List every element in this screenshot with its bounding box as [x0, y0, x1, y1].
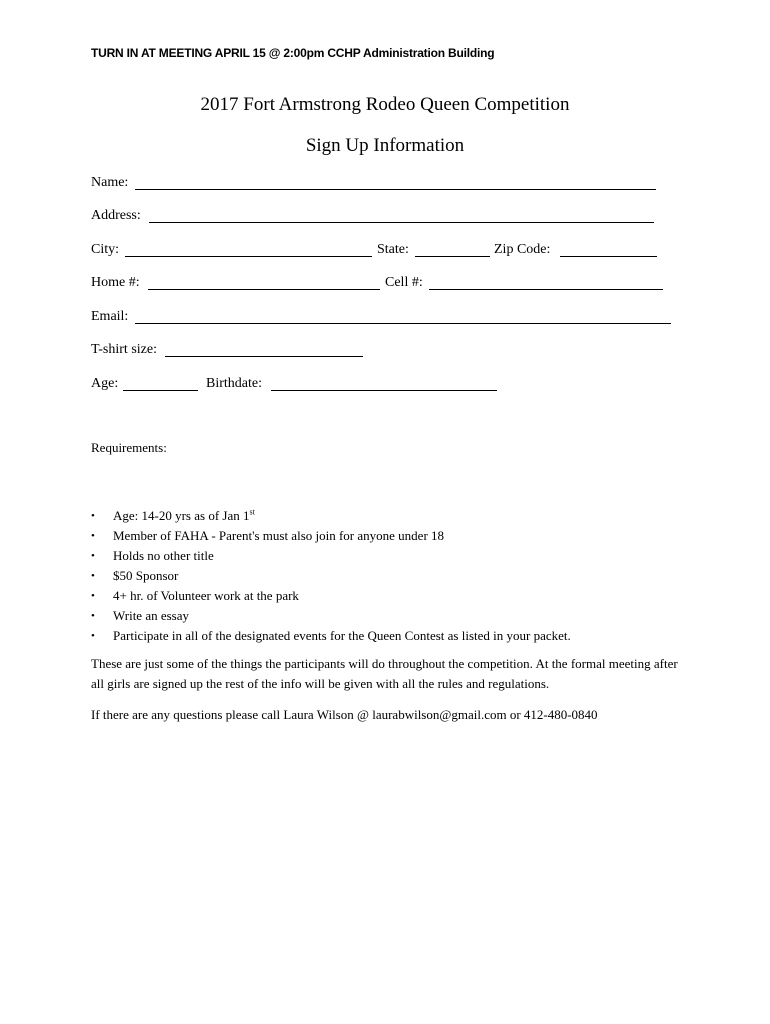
bullet-icon: •	[91, 550, 95, 562]
list-item	[91, 586, 571, 606]
list-item	[91, 546, 571, 566]
address-label: Address:	[91, 208, 141, 223]
bullet-icon: •	[91, 530, 95, 542]
state-label: State:	[377, 242, 409, 257]
requirement-text: Age: 14-20 yrs as of Jan 1	[113, 508, 250, 523]
bullet-icon: •	[91, 510, 95, 522]
age-label: Age:	[91, 376, 119, 391]
cell-phone-field[interactable]	[429, 289, 663, 290]
ordinal-suffix: st	[249, 507, 255, 517]
list-item	[91, 606, 571, 626]
info-paragraph: These are just some of the things the participants will do throughout the competition. At the formal meeting after all girls are signed up the rest of the info will be given with all the rules and regulations.	[91, 656, 678, 691]
age-field[interactable]	[123, 390, 198, 391]
requirement-text: Participate in all of the designated events for the Queen Contest as listed in your packet.	[113, 628, 571, 643]
list-item	[91, 626, 571, 646]
state-field[interactable]	[415, 256, 490, 257]
name-label: Name:	[91, 175, 129, 190]
list-item	[91, 566, 571, 586]
zip-label: Zip Code:	[494, 242, 551, 257]
zip-field[interactable]	[560, 256, 657, 257]
home-phone-field[interactable]	[148, 289, 380, 290]
contact-paragraph: If there are any questions please call Laura Wilson @ laurabwilson@gmail.com or 412-480-0840	[91, 707, 598, 722]
birthdate-label: Birthdate:	[206, 376, 262, 391]
requirements-list	[91, 506, 571, 646]
requirement-text: Member of FAHA - Parent's must also join for anyone under 18	[113, 528, 445, 543]
address-field[interactable]	[149, 222, 654, 223]
requirement-text: Write an essay	[113, 608, 190, 623]
requirements-heading: Requirements:	[91, 440, 167, 455]
page-title: 2017 Fort Armstrong Rodeo Queen Competition	[200, 94, 570, 115]
header-note: TURN IN AT MEETING APRIL 15 @ 2:00pm CCHP Administration Building	[91, 46, 495, 60]
tshirt-label: T-shirt size:	[91, 342, 157, 357]
name-field[interactable]	[135, 189, 656, 190]
requirement-text: $50 Sponsor	[113, 568, 179, 583]
email-label: Email:	[91, 309, 129, 324]
bullet-icon: •	[91, 610, 95, 622]
city-field[interactable]	[125, 256, 372, 257]
list-item	[91, 506, 571, 526]
home-phone-label: Home #:	[91, 275, 140, 290]
requirement-text: 4+ hr. of Volunteer work at the park	[113, 588, 299, 603]
tshirt-field[interactable]	[165, 356, 363, 357]
cell-phone-label: Cell #:	[385, 275, 423, 290]
page-subtitle: Sign Up Information	[305, 135, 465, 156]
birthdate-field[interactable]	[271, 390, 497, 391]
requirement-text: Holds no other title	[113, 548, 214, 563]
city-label: City:	[91, 242, 120, 257]
list-item	[91, 526, 571, 546]
bullet-icon: •	[91, 590, 95, 602]
email-field[interactable]	[135, 323, 671, 324]
bullet-icon: •	[91, 630, 95, 642]
bullet-icon: •	[91, 570, 95, 582]
